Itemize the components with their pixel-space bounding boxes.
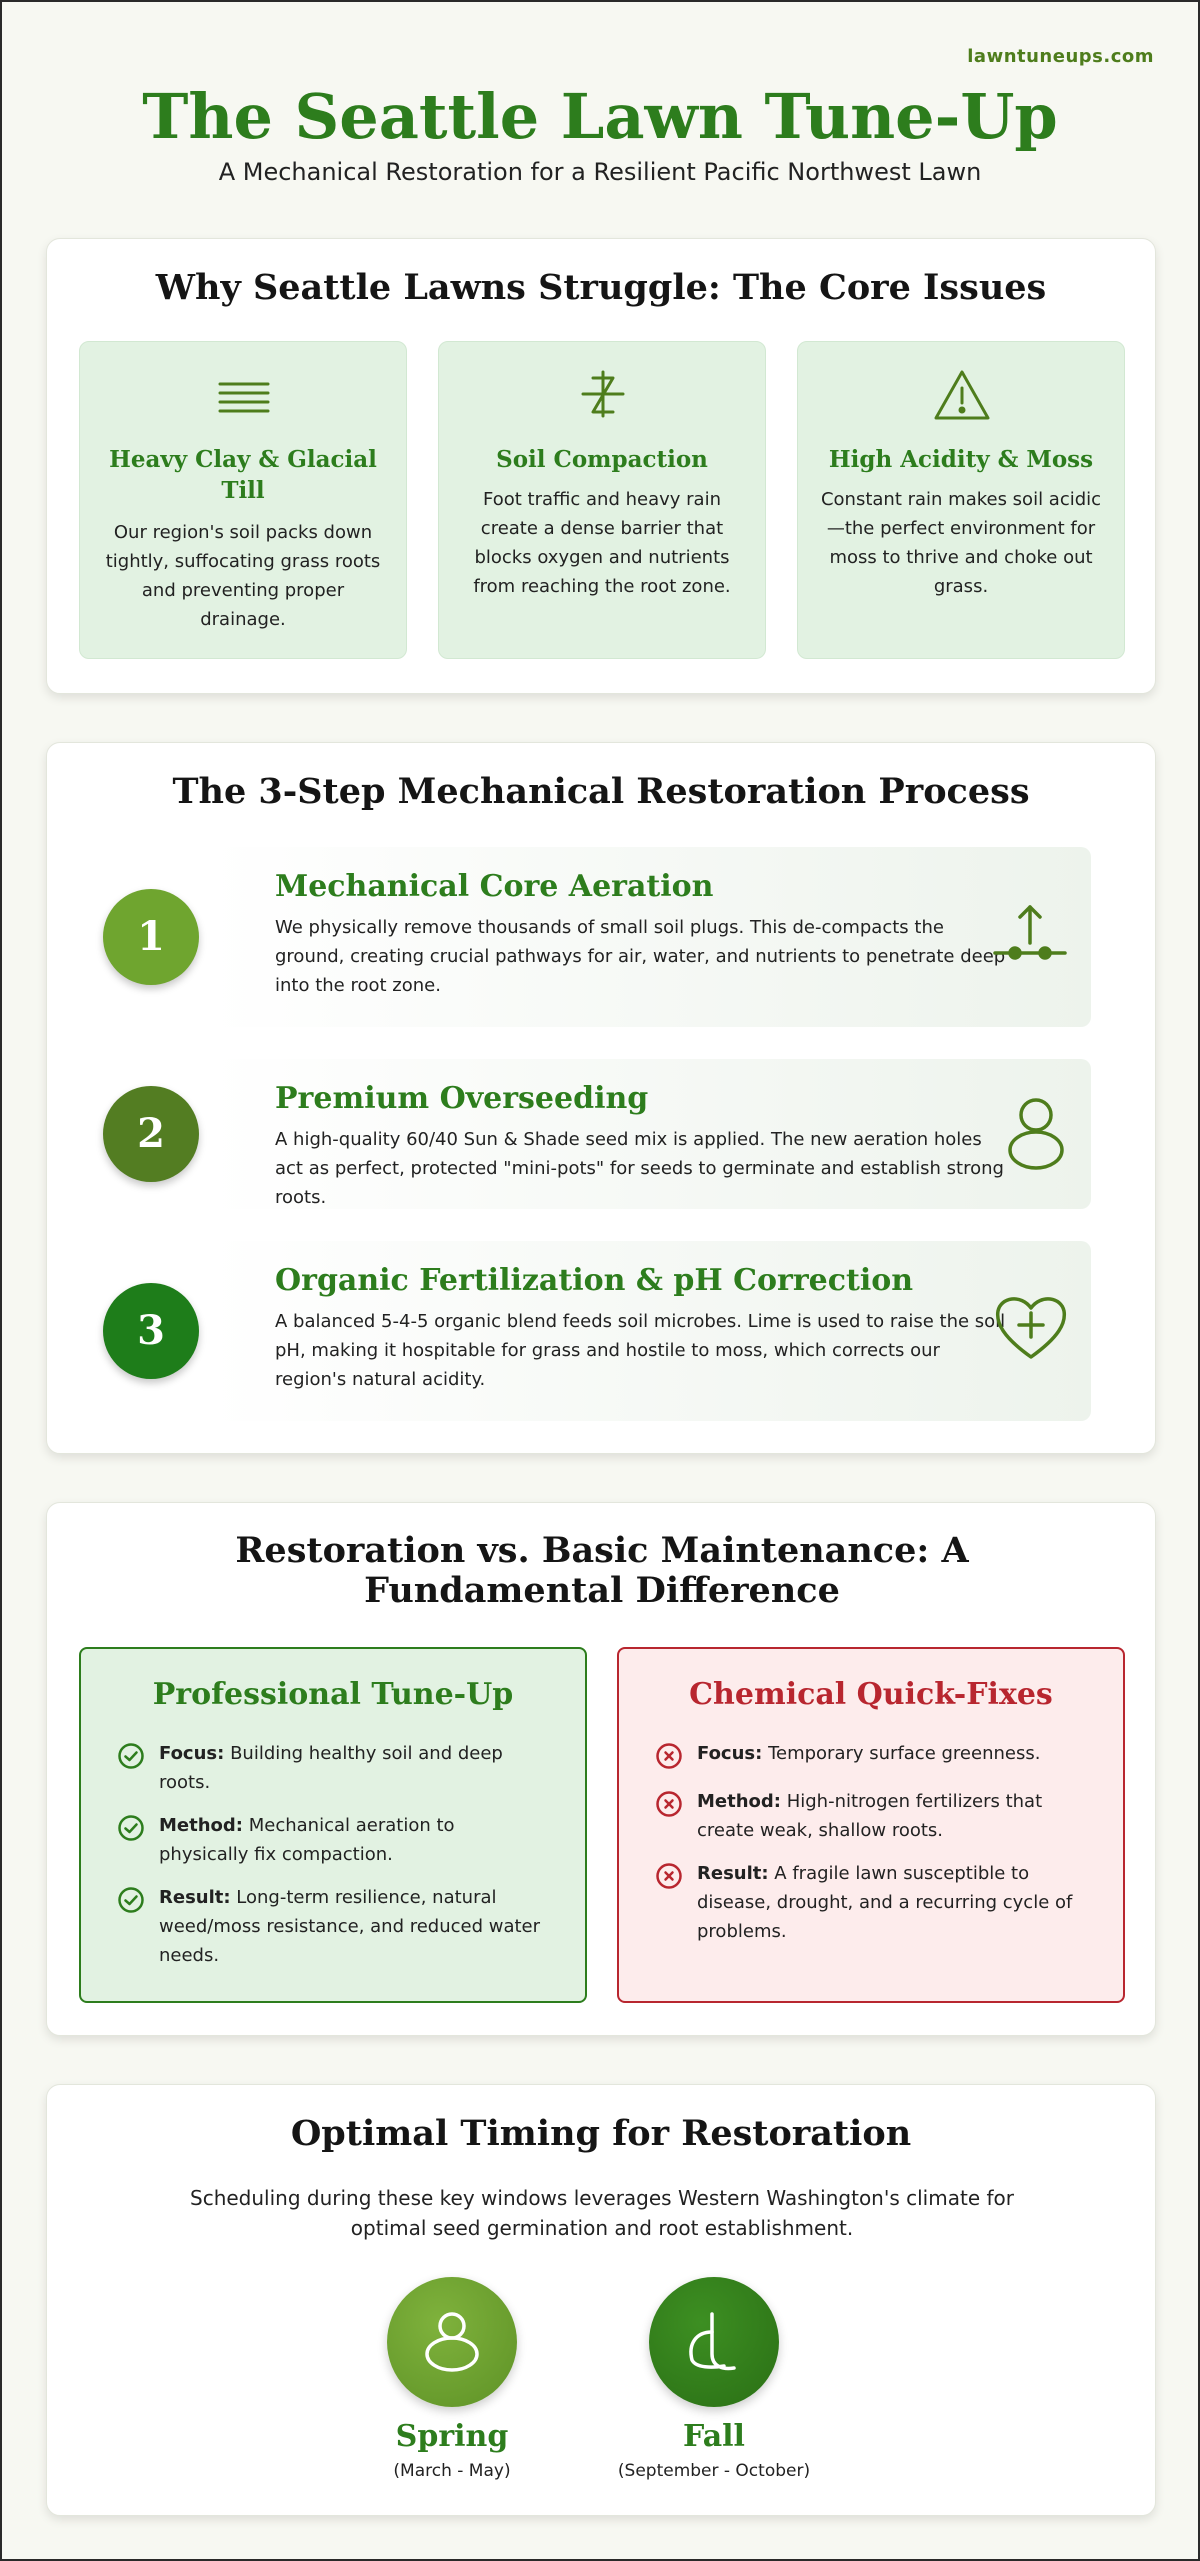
step-number-text: 1 — [137, 913, 165, 960]
issue-acidity — [797, 341, 1125, 659]
issue-text: Constant rain makes soil acidic—the perfect environment for moss to thrive and choke out grass. — [820, 489, 1102, 597]
seed-icon — [1003, 1095, 1069, 1173]
item-label: Result: — [697, 1863, 769, 1884]
timing-title: Optimal Timing for Restoration — [290, 2113, 912, 2154]
layers-icon — [214, 368, 274, 424]
step-text: We physically remove thousands of small soil plugs. This de-compacts the ground, creating crucial pathways for air, water, and nutrients to penetrate deep into the root zone. — [275, 917, 1006, 996]
step-fertilization — [211, 1241, 1091, 1421]
issues-title: Why Seattle Lawns Struggle: The Core Issues — [155, 267, 1047, 308]
chem-title: Chemical Quick-Fixes — [689, 1677, 1053, 1712]
step-number-text: 2 — [137, 1110, 165, 1157]
item-text: Long-term resilience, natural weed/moss resistance, and reduced water needs. — [159, 1887, 541, 1966]
step-title: Premium Overseeding — [275, 1081, 649, 1116]
step-text: A high-quality 60/40 Sun & Shade seed mix is applied. The new aeration holes act as perfect, protected "mini-pots" for seeds to germinate and establish strong roots. — [275, 1129, 1004, 1208]
item-label: Focus: — [697, 1743, 763, 1764]
item-text: High-nitrogen fertilizers that create weak, shallow roots. — [697, 1791, 1043, 1841]
item-label: Result: — [159, 1887, 231, 1908]
issue-compaction — [438, 341, 766, 659]
issue-title: Heavy Clay & Glacial Till — [109, 446, 377, 504]
item-text: Building healthy soil and deep roots. — [159, 1743, 503, 1793]
timing-text: Scheduling during these key windows leverages Western Washington's climate for optimal seed germination and root establishment. — [190, 2186, 1014, 2240]
process-card — [46, 742, 1156, 1454]
chem-item — [655, 1859, 1075, 1949]
chem-item — [655, 1739, 1075, 1771]
x-circle-icon — [655, 1790, 683, 1818]
item-text: Mechanical aeration to physically fix compaction. — [159, 1815, 455, 1865]
process-title: The 3-Step Mechanical Restoration Process — [172, 771, 1030, 812]
issues-card — [46, 238, 1156, 694]
pro-panel — [79, 1647, 587, 2003]
season-badge — [387, 2277, 517, 2407]
issue-clay — [79, 341, 407, 659]
item-label: Method: — [697, 1791, 781, 1812]
check-circle-icon — [117, 1886, 145, 1914]
item-text: Temporary surface greenness. — [762, 1743, 1041, 1764]
item-text: A fragile lawn susceptible to disease, drought, and a recurring cycle of problems. — [697, 1863, 1073, 1942]
page — [2, 2, 1198, 2559]
check-circle-icon — [117, 1742, 145, 1770]
item-label: Focus: — [159, 1743, 225, 1764]
page-title: The Seattle Lawn Tune-Up — [142, 80, 1058, 153]
step-text: A balanced 5-4-5 organic blend feeds soil microbes. Lime is used to raise the soil pH, making it hospitable for grass and hostile to moss, which corrects our region's natural acidity. — [275, 1311, 1006, 1390]
step-number — [103, 889, 199, 985]
compress-icon — [573, 368, 633, 424]
sprout-icon — [420, 2310, 484, 2374]
step-title: Mechanical Core Aeration — [275, 869, 714, 904]
comparison-title: Restoration vs. Basic Maintenance: A Fundamental Difference — [235, 1530, 969, 1611]
step-aeration — [211, 847, 1091, 1027]
pro-item — [117, 1811, 537, 1871]
x-circle-icon — [655, 1862, 683, 1890]
item-label: Method: — [159, 1815, 243, 1836]
pro-item — [117, 1739, 537, 1799]
pro-title: Professional Tune-Up — [152, 1677, 514, 1712]
comparison-card — [46, 1502, 1156, 2036]
pro-item — [117, 1883, 541, 1973]
season-name: Spring — [395, 2419, 509, 2454]
chem-panel — [617, 1647, 1125, 2003]
check-circle-icon — [117, 1814, 145, 1842]
season-range: (September - October) — [617, 2461, 811, 2481]
page-subtitle: A Mechanical Restoration for a Resilient Pacific Northwest Lawn — [218, 158, 982, 186]
season-range: (March - May) — [393, 2461, 511, 2481]
step-number — [103, 1283, 199, 1379]
chem-item — [655, 1787, 1075, 1847]
step-overseeding — [211, 1059, 1091, 1209]
step-title: Organic Fertilization & pH Correction — [275, 1263, 914, 1298]
aerate-icon — [991, 901, 1069, 969]
issue-title: Soil Compaction — [496, 446, 708, 473]
step-number — [103, 1086, 199, 1182]
heart-plus-icon — [993, 1291, 1069, 1363]
season-badge — [649, 2277, 779, 2407]
issue-title: High Acidity & Moss — [828, 446, 1094, 473]
season-name: Fall — [683, 2419, 745, 2454]
x-circle-icon — [655, 1742, 683, 1770]
warning-icon — [932, 368, 992, 424]
leaf-icon — [682, 2310, 746, 2374]
timing-card — [46, 2084, 1156, 2516]
site-url[interactable]: lawntuneups.com — [967, 46, 1154, 67]
issue-text: Our region's soil packs down tightly, suffocating grass roots and preventing proper drainage. — [105, 522, 381, 630]
issue-text: Foot traffic and heavy rain create a dense barrier that blocks oxygen and nutrients from reaching the root zone. — [473, 489, 731, 597]
step-number-text: 3 — [137, 1307, 165, 1354]
